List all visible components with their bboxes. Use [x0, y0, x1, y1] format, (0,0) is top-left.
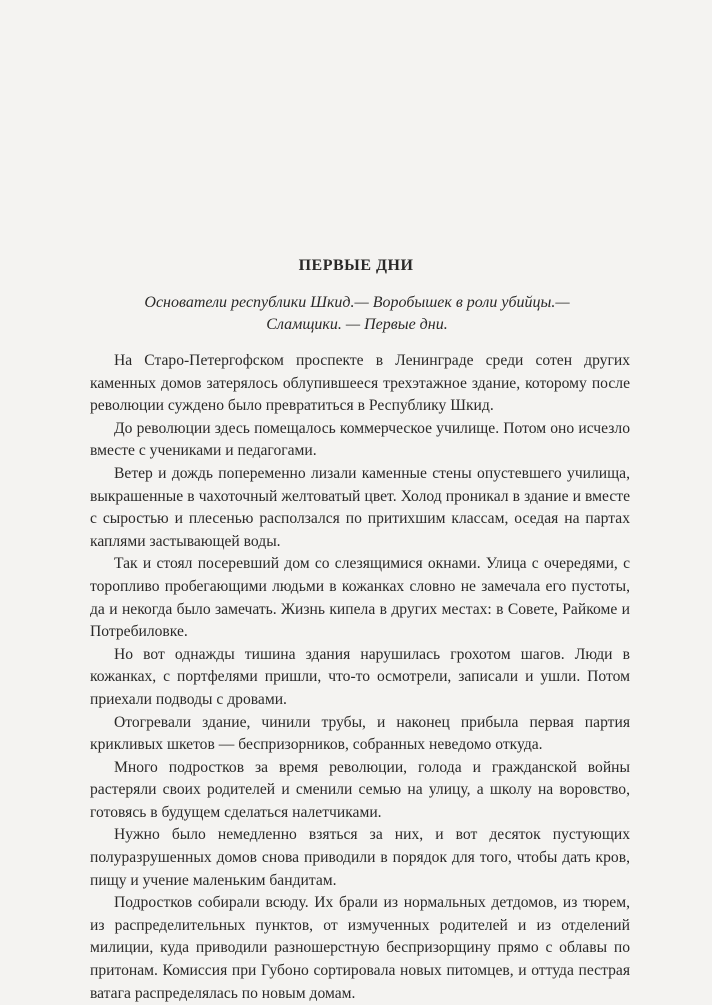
paragraph: На Старо-Петергофском проспекте в Ленинграде среди сотен других каменных домов затерялось облупившееся трехэтажное здание, которому после революции суждено было превратиться в Республику Шкид.	[90, 352, 630, 415]
paragraph: Отогревали здание, чинили трубы, и наконец прибыла первая партия крикливых шкетов — беспризорников, собранных неведомо откуда.	[90, 713, 630, 754]
chapter-title: ПЕРВЫЕ ДНИ	[298, 257, 414, 274]
paragraph: Подростков собирали всюду. Их брали из нормальных детдомов, из тюрем, из распределительных пунктов, от измученных родителей и из отделений милиции, куда приводили разношерстную беспризорщину прямо с облавы по притонам. Комиссия при Губоно сортировала новых питомцев, и оттуда пестрая ватага распределялась по новым домам.	[90, 894, 630, 1002]
paragraph: Много подростков за время революции, голода и гражданской войны растеряли своих родителей и сменили семью на улицу, а школу на воровство, готовясь в будущем сделаться налетчиками.	[90, 758, 630, 821]
chapter-body	[90, 350, 630, 1005]
paragraph: Так и стоял посеревший дом со слезящимися окнами. Улица с очередями, с торопливо пробегающими людьми в кожанках словно не замечала его пустоты, да и некогда было замечать. Жизнь кипела в других местах: в Совете, Райкоме и Потребиловке.	[90, 555, 630, 641]
epigraph-line: Основатели республики Шкид.— Воробышек в роли убийцы.—	[144, 294, 570, 311]
paragraph: Ветер и дождь попеременно лизали каменные стены опустевшего училища, выкрашенные в чахоточный желтоватый цвет. Холод проникал в здание и вместе с сыростью и плесенью расползался по притихшим классам, оседая на партах каплями застывающей воды.	[90, 464, 630, 550]
epigraph-line: Сламщики. — Первые дни.	[266, 316, 448, 333]
paragraph: Нужно было немедленно взяться за них, и вот десяток пустующих полуразрушенных домов снова приводили в порядок для того, чтобы дать кров, пищу и учение маленьким бандитам.	[90, 826, 630, 889]
paragraph: Но вот однажды тишина здания нарушилась грохотом шагов. Люди в кожанках, с портфелями пришли, что-то осмотрели, записали и ушли. Потом приехали подводы с дровами.	[90, 645, 630, 708]
paragraph: До революции здесь помещалось коммерческое училище. Потом оно исчезло вместе с учениками и педагогами.	[90, 419, 630, 460]
chapter-epigraph	[90, 292, 624, 336]
